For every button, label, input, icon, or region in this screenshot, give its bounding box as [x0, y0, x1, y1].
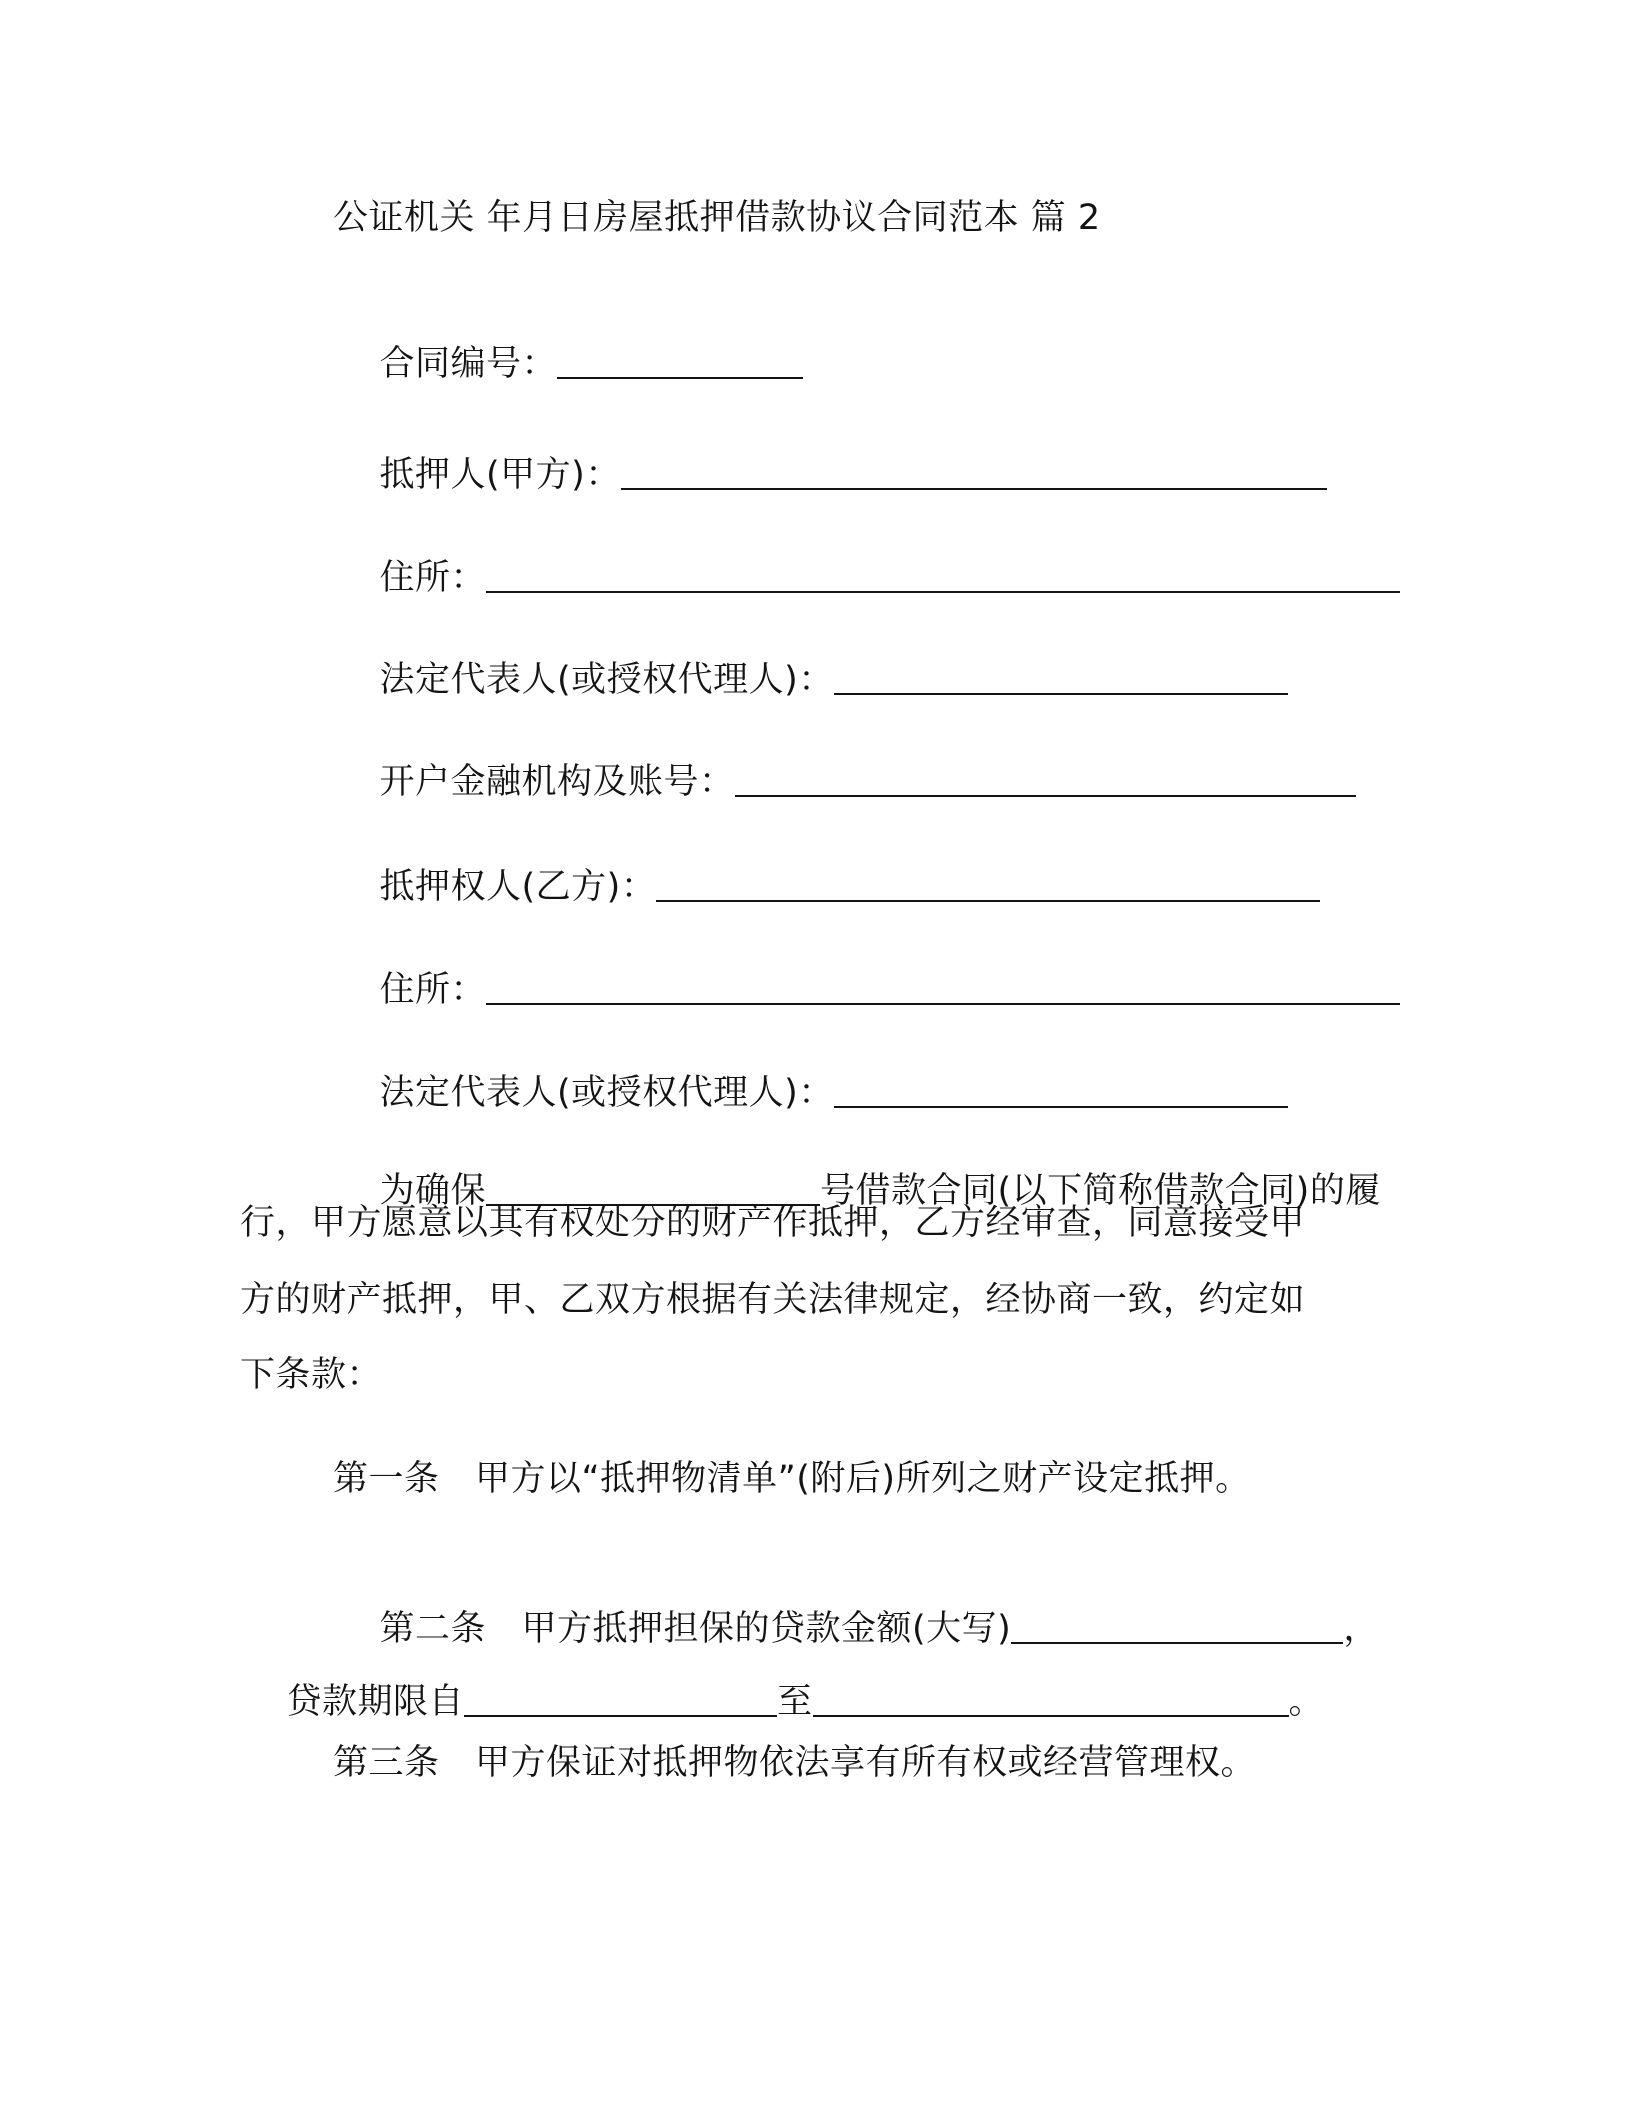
article-2-text: 第二条 甲方抵押担保的贷款金额(大写) [379, 1609, 1012, 1649]
mortgagor-address-blank [486, 561, 1400, 593]
contract-number-label: 合同编号： [379, 344, 558, 384]
mortgagor-legal-rep-blank [834, 663, 1288, 695]
contract-number-blank [557, 347, 803, 379]
mortgagee-blank [656, 870, 1320, 902]
mortgagor-label: 抵押人(甲方)： [379, 455, 621, 495]
document-title: 公证机关 年月日房屋抵押借款协议合同范本 篇 2 [333, 198, 1101, 238]
loan-term-end-blank [813, 1685, 1289, 1717]
bank-account-label: 开户金融机构及账号： [379, 762, 735, 802]
mortgagee-legal-rep-label: 法定代表人(或授权代理人)： [379, 1073, 834, 1113]
preamble-prefix: 为确保 [379, 1171, 487, 1211]
loan-term-start-blank [464, 1685, 777, 1717]
article-1: 第一条 甲方以“抵押物清单”(附后)所列之财产设定抵押。 [333, 1459, 1251, 1499]
loan-term-period: 。 [1288, 1682, 1325, 1722]
loan-term-to: 至 [777, 1682, 813, 1722]
loan-term-prefix: 贷款期限自 [286, 1682, 465, 1722]
mortgagor-blank [621, 458, 1327, 490]
preamble-line-4: 下条款： [240, 1355, 383, 1395]
bank-account-blank [735, 765, 1356, 797]
mortgagee-address-label: 住所： [379, 970, 487, 1010]
preamble-line-2: 行，甲方愿意以其有权处分的财产作抵押，乙方经审查，同意接受甲 [240, 1203, 1306, 1243]
preamble-line-3: 方的财产抵押，甲、乙双方根据有关法律规定，经协商一致，约定如 [240, 1280, 1306, 1320]
mortgagor-legal-rep-label: 法定代表人(或授权代理人)： [379, 660, 834, 700]
preamble-suffix: 号借款合同(以下简称借款合同)的履 [820, 1171, 1381, 1211]
mortgagee-address-blank [486, 973, 1400, 1005]
article-3: 第三条 甲方保证对抵押物依法享有所有权或经营管理权。 [333, 1743, 1257, 1783]
mortgagee-legal-rep-blank [834, 1076, 1288, 1108]
mortgagee-label: 抵押权人(乙方)： [379, 867, 657, 907]
article-2-comma: ， [1343, 1609, 1379, 1649]
mortgagor-address-label: 住所： [379, 558, 487, 598]
